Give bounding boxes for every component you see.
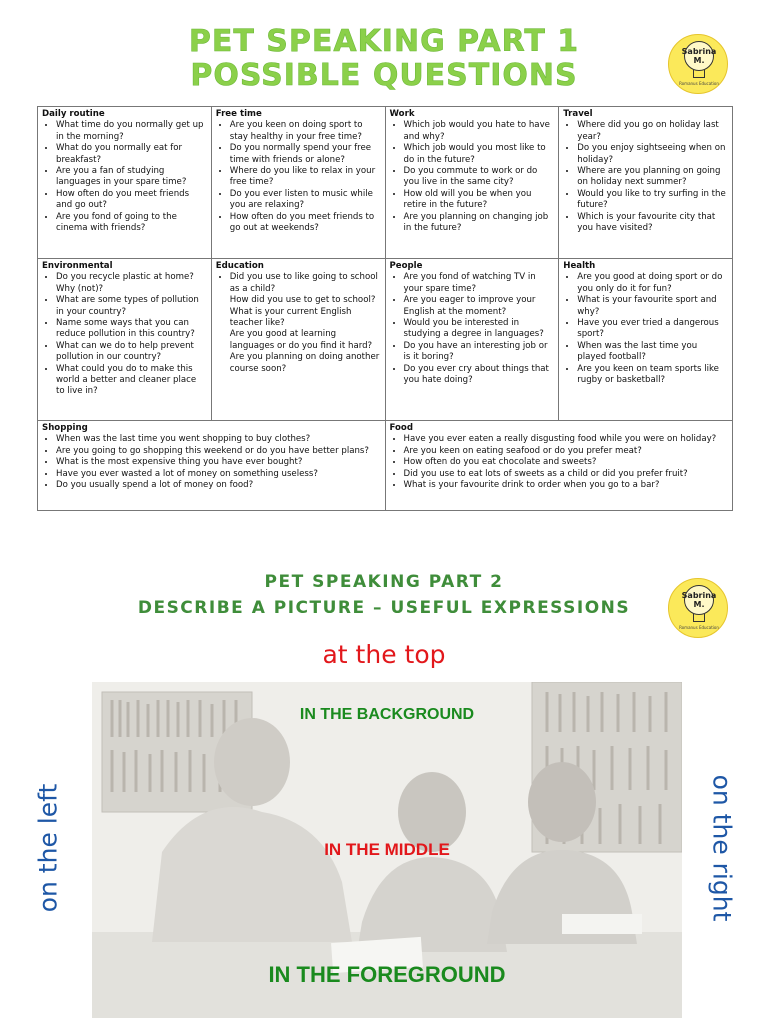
section-title: Food — [389, 423, 413, 433]
question: • What is your favourite sport and why? — [577, 295, 728, 318]
section-food — [385, 421, 733, 511]
part2-title-line1: PET SPEAKING PART 2 — [264, 572, 504, 592]
question: • Would you be interested in studying a degree in languages? — [404, 318, 555, 341]
question: • Are you keen on team sports like rugby or basketball? — [577, 364, 728, 387]
question: • Do you have an interesting job or is it boring? — [404, 341, 555, 364]
question: • Where do you like to relax in your free time? — [230, 166, 381, 189]
question: • Do you normally spend your free time with friends or alone? — [230, 143, 381, 166]
on-the-left-label: on the left — [33, 783, 63, 913]
section-title: Travel — [563, 109, 593, 119]
question: • Where are you planning on going on holiday next summer? — [577, 166, 728, 189]
section-people — [385, 259, 559, 421]
question: • Have you ever wasted a lot of money on something useless? — [56, 469, 381, 480]
section-title: People — [389, 261, 423, 271]
section-title: Work — [389, 109, 415, 119]
question: • Do you ever cry about things that you hate doing? — [404, 364, 555, 387]
section-title: Shopping — [42, 423, 88, 433]
logo-initial: M. — [693, 56, 705, 65]
section-shopping — [38, 421, 386, 511]
section-work — [385, 107, 559, 259]
section-title: Environmental — [42, 261, 113, 271]
question: • Which job would you hate to have and why? — [404, 120, 555, 143]
question: • Are you keen on eating seafood or do you prefer meat? — [404, 446, 729, 457]
question: How did you use to get to school? — [229, 295, 376, 306]
question: • Are you fond of going to the cinema with friends? — [56, 212, 207, 235]
question: • What can we do to help prevent pollution in our country? — [56, 341, 207, 364]
question: • What time do you normally get up in the morning? — [56, 120, 207, 143]
at-the-top-label: at the top — [322, 640, 446, 669]
section-title: Health — [563, 261, 596, 271]
question: Are you planning on doing another course soon? — [229, 352, 380, 374]
question: • What are some types of pollution in your country? — [56, 295, 207, 318]
question: • What is the most expensive thing you have ever bought? — [56, 457, 381, 468]
part1-title-line2: POSSIBLE QUESTIONS — [190, 58, 578, 93]
section-title: Education — [215, 261, 264, 271]
question: • Do you ever listen to music while you are relaxing? — [230, 189, 381, 212]
section-title: Free time — [215, 109, 262, 119]
question: • What could you do to make this world a better and cleaner place to live in? — [56, 364, 207, 398]
question: • Do you commute to work or do you live in the same city? — [404, 166, 555, 189]
sabrina-logo-2 — [668, 578, 728, 638]
question: • Which is your favourite city that you have visited? — [577, 212, 728, 235]
library-students-photo — [92, 682, 682, 1018]
question: • When was the last time you played football? — [577, 341, 728, 364]
questions-table — [37, 106, 733, 511]
question: • Do you recycle plastic at home? Why (not)? — [56, 272, 207, 295]
question: Are you good at learning languages or do you find it hard? — [229, 329, 373, 351]
question: • Did you use to like going to school as a child? — [230, 272, 381, 295]
section-travel — [559, 107, 733, 259]
logo-subtitle: Romanus Education — [679, 625, 719, 630]
question: • How often do you eat chocolate and sweets? — [404, 457, 729, 468]
sabrina-logo — [668, 34, 728, 94]
section-health — [559, 259, 733, 421]
question: • Have you ever tried a dangerous sport? — [577, 318, 728, 341]
on-the-right-label: on the right — [707, 774, 737, 922]
logo-name: Sabrina — [681, 591, 717, 600]
question: • How often do you meet friends to go out at weekends? — [230, 212, 381, 235]
question: • How old will you be when you retire in the future? — [404, 189, 555, 212]
question: • Do you usually spend a lot of money on food? — [56, 480, 381, 491]
part1-title-line1: PET SPEAKING PART 1 — [188, 24, 580, 59]
logo-subtitle: Romanus Education — [679, 81, 719, 86]
question: • How often do you meet friends and go out? — [56, 189, 207, 212]
question: • Are you planning on changing job in the future? — [404, 212, 555, 235]
logo-initial: M. — [693, 600, 705, 609]
question: • Where did you go on holiday last year? — [577, 120, 728, 143]
in-the-middle-label: IN THE MIDDLE — [324, 840, 450, 859]
question: • Which job would you most like to do in the future? — [404, 143, 555, 166]
question: • Would you like to try surfing in the future? — [577, 189, 728, 212]
logo-name: Sabrina — [681, 47, 717, 56]
question: • Are you eager to improve your English at the moment? — [404, 295, 555, 318]
section-title: Daily routine — [42, 109, 105, 119]
section-education — [211, 259, 385, 421]
question: • Are you fond of watching TV in your spare time? — [404, 272, 555, 295]
in-the-background-label: IN THE BACKGROUND — [299, 706, 475, 723]
question: • Are you keen on doing sport to stay healthy in your free time? — [230, 120, 381, 143]
question: • Are you good at doing sport or do you only do it for fun? — [577, 272, 728, 295]
section-environmental — [38, 259, 212, 421]
question: • Did you use to eat lots of sweets as a child or did you prefer fruit? — [404, 469, 729, 480]
question: • Are you going to go shopping this weekend or do you have better plans? — [56, 446, 381, 457]
question: What is your current English teacher like? — [229, 306, 352, 329]
question: • When was the last time you went shopping to buy clothes? — [56, 434, 381, 445]
question: • Have you ever eaten a really disgusting food while you were on holiday? — [404, 434, 729, 445]
section-daily-routine — [38, 107, 212, 259]
question: • Do you enjoy sightseeing when on holiday? — [577, 143, 728, 166]
section-free-time — [211, 107, 385, 259]
part2-title-line2: DESCRIBE A PICTURE – USEFUL EXPRESSIONS — [137, 598, 631, 618]
in-the-foreground-label: IN THE FOREGROUND — [268, 962, 506, 987]
question: • What do you normally eat for breakfast? — [56, 143, 207, 166]
question: • What is your favourite drink to order when you go to a bar? — [404, 480, 729, 491]
question: • Name some ways that you can reduce pollution in this country? — [56, 318, 207, 341]
question: • Are you a fan of studying languages in your spare time? — [56, 166, 207, 189]
